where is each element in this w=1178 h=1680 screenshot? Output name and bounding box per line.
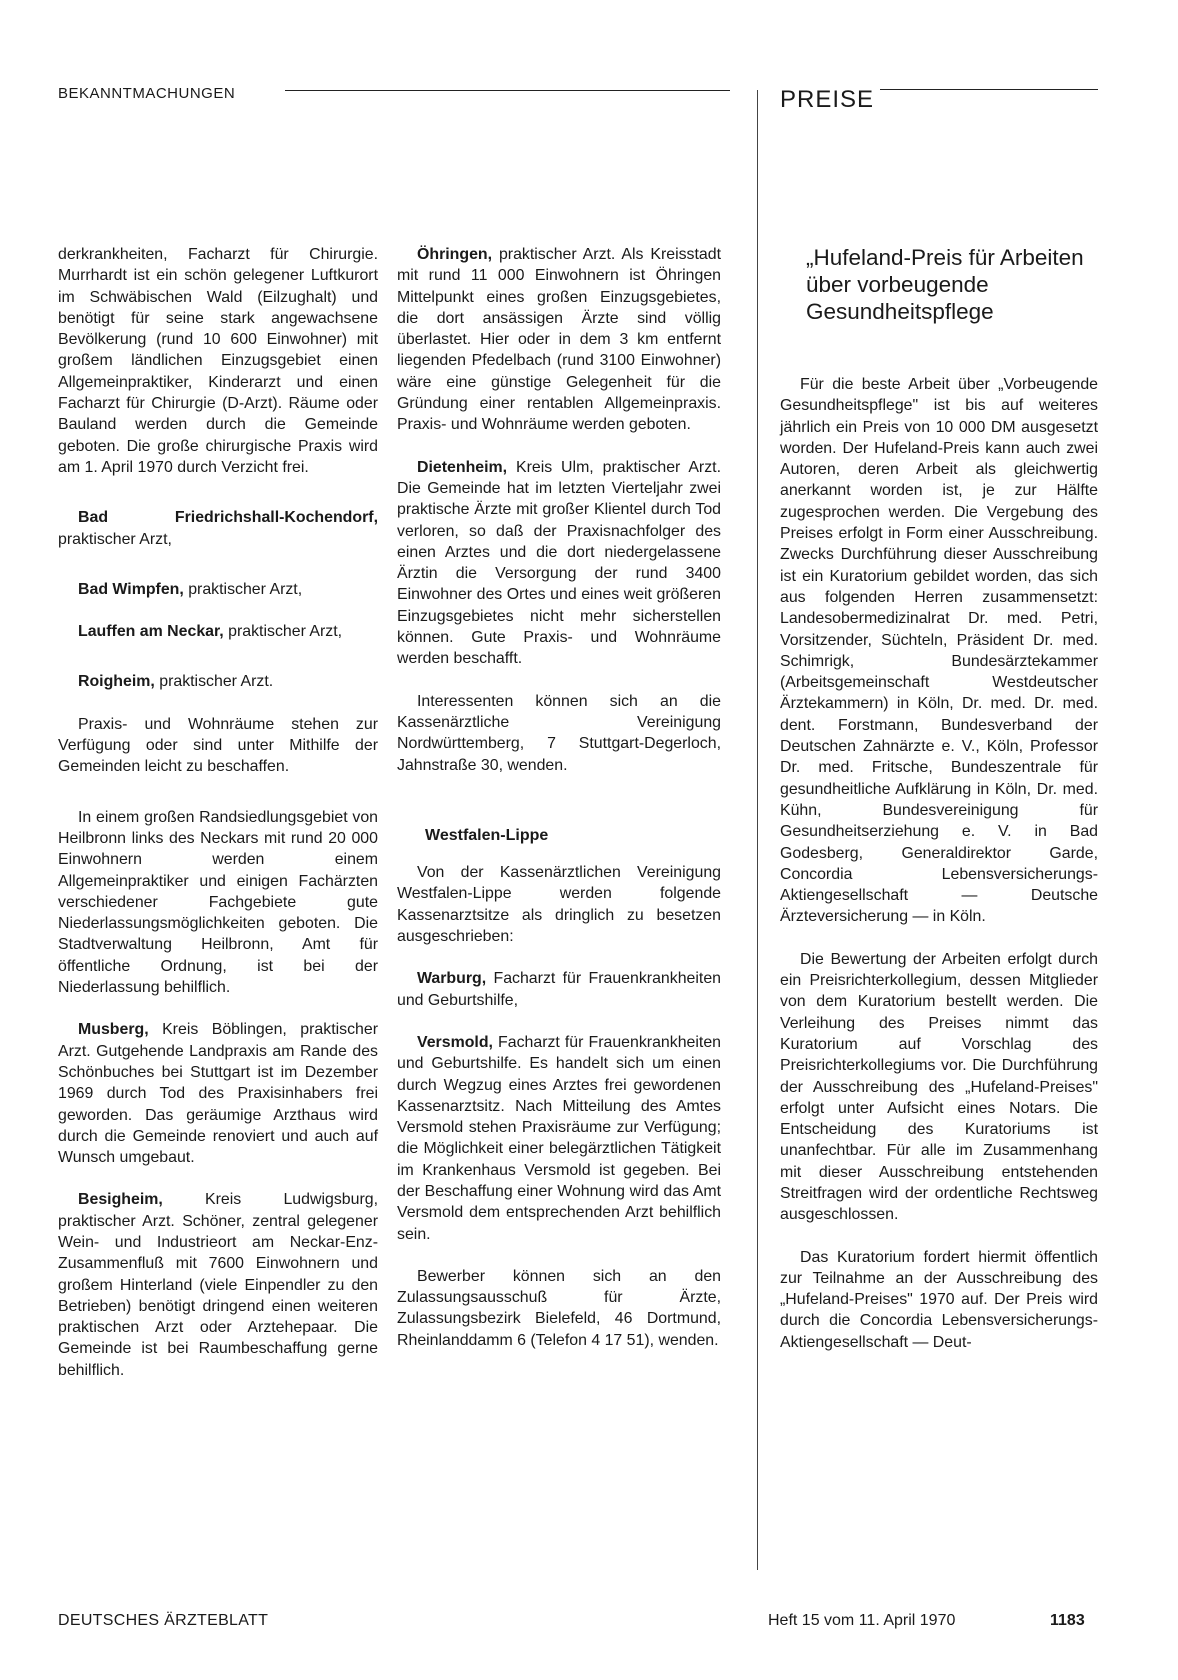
paragraph: Musberg, Kreis Böblingen, praktischer Arzt. Gutgehende Landpraxis am Rande des Schönbuches bei Stuttgart ist im Dezember 1969 durch Tod des Praxisinhabers frei geworden. Das geräumige Arzthaus wird durch die Gemeinde renoviert und auch auf Wunsch umgebaut. (58, 1021, 378, 1167)
column-3 (780, 374, 1098, 1374)
place-name: Lauffen am Neckar, (78, 623, 224, 641)
place-name: Dietenheim, (417, 458, 508, 476)
paragraph: derkrankheiten, Facharzt für Chirurgie. Murrhardt ist ein schön gelegener Luftkurort im Schwäbischen Wald (Eilzughalt) und benötigt für seine stark angewachsene Bevölkerung (rund 10 600 Einwohner) mit großem ländlichen Einzugsgebiet einen Allgemeinpraktiker, Kinderarzt und einen Facharzt für Chirurgie (D-Arzt). Räume oder Bauland werden durch die Gemeinde geboten. Die große chirurgische Praxis wird am 1. April 1970 durch Verzicht frei. (58, 246, 378, 476)
column-divider (757, 90, 758, 1570)
paragraph: Die Bewertung der Arbeiten erfolgt durch ein Preisrichterkollegium, dessen Mitglieder von dem Kuratorium bestellt werden. Die Verleihung des Preises nimmt das Kuratorium auf Vorschlag des Preisrichterkollegiums vor. Die Durchführung der Ausschreibung des „Hufeland-Preises" erfolgt unter Aufsicht eines Notars. Die Entscheidung des Kuratoriums ist unanfechtbar. Für alle im Zusammenhang mit dieser Ausschreibung entstehenden Streitfragen wird der ordentliche Rechtsweg ausgeschlossen. (780, 950, 1098, 1224)
section-header-left: BEKANNTMACHUNGEN (58, 85, 236, 102)
paragraph: In einem großen Randsiedlungsgebiet von Heilbronn links des Neckars mit rund 20 000 Einwohnern werden einem Allgemeinpraktiker und einigen Fachärzten verschiedener Fachgebiete gute Niederlassungsmöglichkeiten geboten. Die Stadtverwaltung Heilbronn, Amt für öffentliche Ordnung, ist bei der Niederlassung behilflich. (58, 808, 378, 997)
paragraph: Bewerber können sich an den Zulassungsausschuß für Ärzte, Zulassungsbezirk Bielefeld, 46 Dortmund, Rheinlanddamm 6 (Telefon 4 17 51), wenden. (397, 1267, 721, 1349)
issue-info: Heft 15 vom 11. April 1970 (768, 1612, 956, 1629)
paragraph: Für die beste Arbeit über „Vorbeugende Gesundheitspflege" ist bis auf weiteres jährlich ein Preis von 10 000 DM ausgesetzt worden. Der Hufeland-Preis kann auch zwei Autoren, deren Arbeit als gleichwertig anerkannt worden ist, je zur Hälfte zugesprochen werden. Die Vergebung des Preises erfolgt in Form einer Ausschreibung. Zwecks Durchführung dieser Ausschreibung ist ein Kuratorium gebildet worden, das sich aus folgenden Herren zusammensetzt: Landesobermedizinalrat Dr. med. Petri, Vorsitzender, Süchteln, Präsident Dr. med. Schimrigk, Bundesärztekammer (Arbeitsgemeinschaft Westdeutscher Ärztekammern) in Köln, Dr. med. Dr. med. dent. Forstmann, Bundesverband der Deutschen Zahnärzte e. V., Köln, Professor Dr. med. Fritsche, Bundeszentrale für gesundheitliche Aufklärung in Köln, Dr. med. Kühn, Bundesvereinigung für Gesundheitserziehung e. V. in Bad Godesberg, Generaldirektor Garde, Concordia Lebensversicherungs-Aktiengesellschaft — Deutsche Ärzteversicherung — in Köln. (780, 376, 1098, 926)
place-name: Warburg, (417, 970, 487, 988)
section-heading: Westfalen-Lippe (425, 826, 549, 844)
place-name: Bad Friedrichshall-Kochendorf, (78, 509, 378, 527)
paragraph: Interessenten können sich an die Kassenärztliche Vereinigung Nordwürttemberg, 7 Stuttgart-Degerloch, Jahnstraße 30, wenden. (397, 692, 721, 774)
paragraph: Von der Kassenärztlichen Vereinigung Westfalen-Lippe werden folgende Kassenarztsitze als dringlich zu besetzen ausgeschrieben: (397, 864, 721, 946)
header-rule-right (880, 89, 1098, 90)
paragraph: Bad Friedrichshall-Kochendorf, praktischer Arzt, (58, 509, 378, 548)
paragraph: Öhringen, praktischer Arzt. Als Kreisstadt mit rund 11 000 Einwohnern ist Öhringen Mittelpunkt eines großen Einzugsgebietes, die dort ansässigen Ärzte sind völlig überlastet. Hier oder in dem 3 km entfernt liegenden Pfedelbach (rund 3100 Einwohner) wäre eine günstige Gelegenheit für die Gründung einer rentablen Allgemeinpraxis. Praxis- und Wohnräume werden geboten. (397, 246, 721, 434)
place-name: Roigheim, (78, 673, 155, 691)
paragraph: Bad Wimpfen, praktischer Arzt, (78, 580, 303, 598)
column-1 (58, 244, 378, 1402)
place-name: Musberg, (78, 1021, 149, 1039)
place-name: Besigheim, (78, 1191, 163, 1209)
paragraph: Roigheim, praktischer Arzt. (78, 673, 274, 691)
paragraph: Besigheim, Kreis Ludwigsburg, praktischer Arzt. Schöner, zentral gelegener Wein- und Industrieort am Neckar-Enz-Zusammenfluß mit 7600 Einwohnern und großem Hinterland (viele Einpendler zu den Betrieben) benötigt dringend einen weiteren praktischen Arzt oder Arztehepaar. Die Gemeinde ist bei Raumbeschaffung gerne behilflich. (58, 1191, 378, 1379)
paragraph: Dietenheim, Kreis Ulm, praktischer Arzt. Die Gemeinde hat im letzten Vierteljahr zwei praktische Ärzte mit großer Klientel durch Tod verloren, so daß der Praxisnachfolger des einen Arztes und die dort niedergelassene Ärztin die Versorgung der rund 3400 Einwohner des Ortes und eines weit größeren Einzugsgebietes nicht mehr sicherstellen können. Gute Praxis- und Wohnräume werden beschafft. (397, 458, 721, 668)
header-rule-left (285, 90, 730, 91)
paragraph: Lauffen am Neckar, praktischer Arzt, (78, 623, 343, 641)
page-number: 1183 (1050, 1612, 1085, 1629)
journal-name: DEUTSCHES ÄRZTEBLATT (58, 1612, 269, 1629)
paragraph: Praxis- und Wohnräume stehen zur Verfügung oder sind unter Mithilfe der Gemeinden leicht zu beschaffen. (58, 715, 378, 776)
paragraph: Versmold, Facharzt für Frauenkrankheiten und Geburtshilfe. Es handelt sich um einen durch Wegzug eines Arztes frei gewordenen Kassenarztsitz. Nach Mitteilung des Amtes Versmold stehen Praxisräume zur Verfügung; die Möglichkeit einer belegärztlichen Tätigkeit im Krankenhaus Versmold ist gegeben. Bei der Beschaffung einer Wohnung wird das Amt Versmold dem entsprechenden Arzt behilflich sein. (397, 1033, 721, 1243)
place-name: Öhringen, (417, 246, 493, 263)
paragraph: Das Kuratorium fordert hiermit öffentlich zur Teilnahme an der Ausschreibung des „Hufeland-Preises" 1970 auf. Der Preis wird durch die Concordia Lebensversicherungs-Aktiengesellschaft — Deut- (780, 1248, 1098, 1351)
place-name: Versmold, (417, 1033, 493, 1051)
article-title: „Hufeland-Preis für Arbeiten über vorbeugende Gesundheitspflege (806, 245, 1084, 324)
column-2 (397, 244, 721, 1372)
paragraph: Warburg, Facharzt für Frauenkrankheiten und Geburtshilfe, (397, 970, 721, 1009)
place-name: Bad Wimpfen, (78, 580, 184, 598)
section-header-right: PREISE (780, 86, 875, 113)
